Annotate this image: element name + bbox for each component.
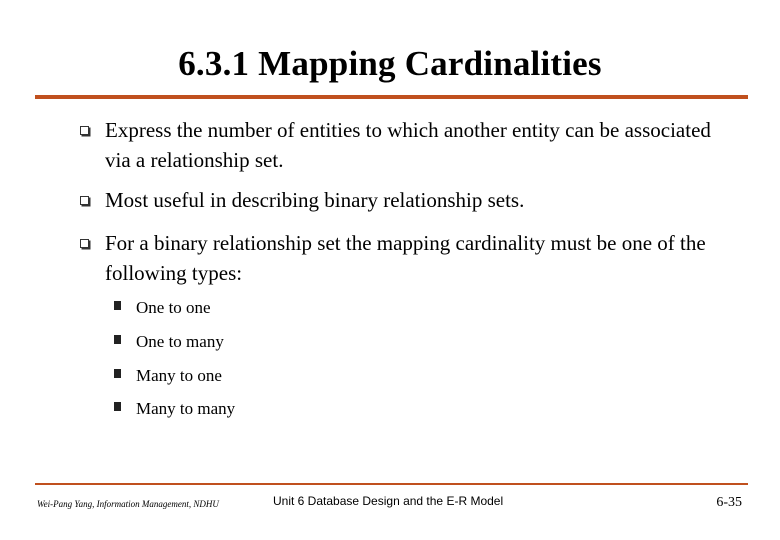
bullet-text: Express the number of entities to which another entity can be associated via a relationship set. [105,118,711,172]
sub-bullet-text: One to one [136,298,211,317]
bullet-text: Most useful in describing binary relationship sets. [105,188,525,212]
sub-bullet-text: Many to one [136,366,222,385]
footer-divider [35,483,748,485]
title-divider [35,95,748,99]
hollow-square-bullet-icon [80,196,89,205]
filled-square-bullet-icon [114,402,121,411]
filled-square-bullet-icon [114,335,121,344]
hollow-square-bullet-icon [80,126,89,135]
hollow-square-bullet-icon [80,239,89,248]
sub-bullet-text: Many to many [136,399,236,418]
bullet-text: For a binary relationship set the mapping cardinality must be one of the following types: [105,231,706,285]
filled-square-bullet-icon [114,301,121,310]
slide-title: 6.3.1 Mapping Cardinalities [178,44,602,83]
sub-bullet-text: One to many [136,332,224,351]
footer-course: Unit 6 Database Design and the E-R Model [273,494,504,508]
footer-author: Wei-Pang Yang, Information Management, NDHU [37,499,219,509]
page-number: 6-35 [716,495,742,510]
filled-square-bullet-icon [114,369,121,378]
